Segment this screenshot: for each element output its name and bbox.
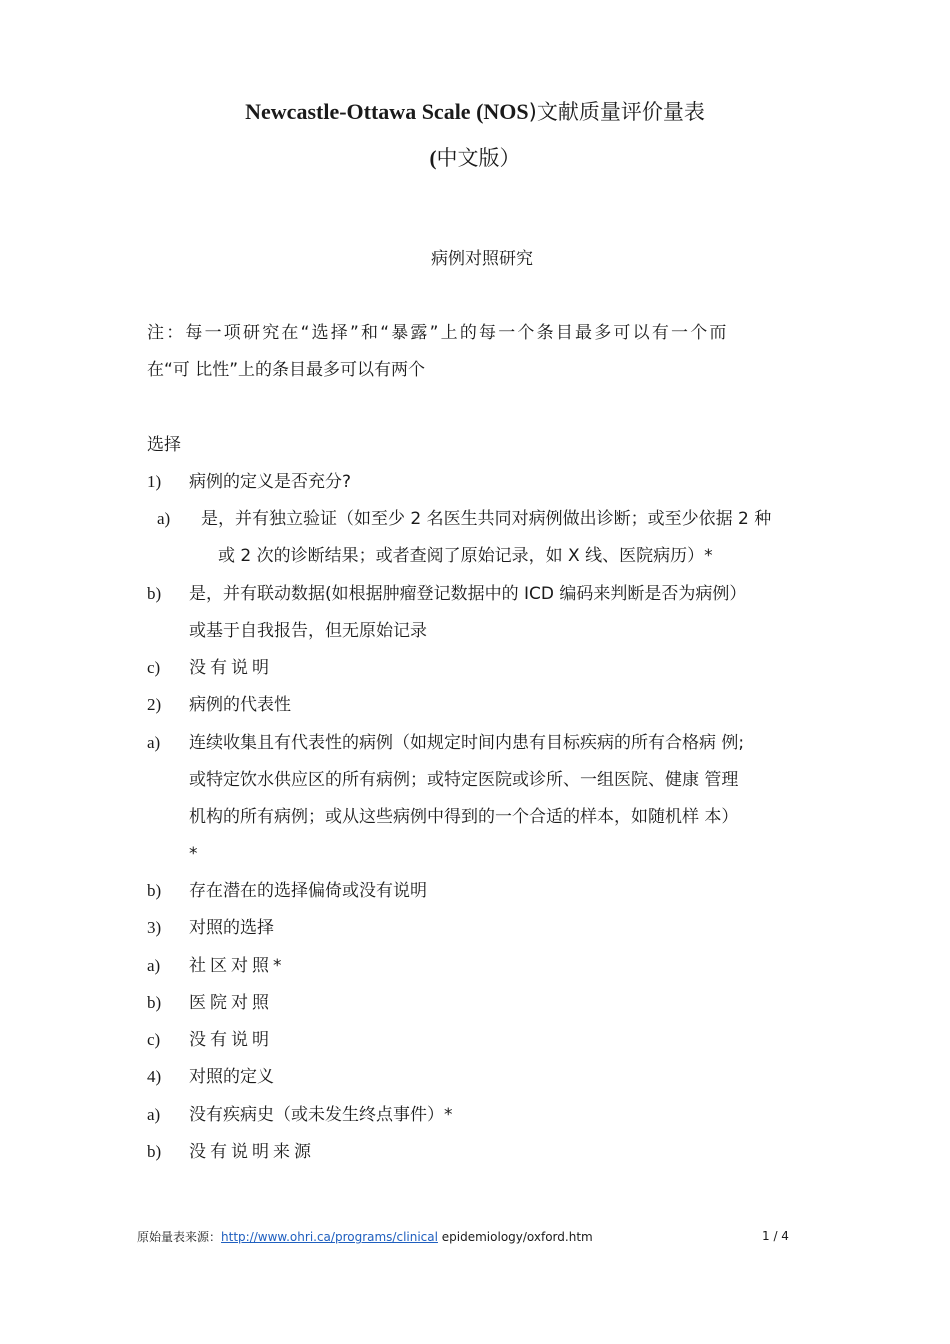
note-line-1: 注：每一项研究在“选择”和“暴露”上的每一个条目最多可以有一个而 bbox=[147, 323, 729, 343]
item-text: 机构的所有病例；或从这些病例中得到的一个合适的样本，如随机样 本） bbox=[189, 807, 739, 827]
item-label: 2) bbox=[147, 695, 162, 714]
item-label: a) bbox=[147, 1105, 161, 1124]
title2-paren: ( bbox=[429, 146, 437, 170]
item-text: 是，并有联动数据(如根据肿瘤登记数据中的 ICD 编码来判断是否为病例） bbox=[189, 584, 747, 604]
item-text: * bbox=[189, 844, 198, 864]
footer-suffix: epidemiology/oxford.htm bbox=[437, 1230, 593, 1244]
document-title bbox=[0, 96, 950, 126]
item-text: 连续收集且有代表性的病例（如规定时间内患有目标疾病的所有合格病 例; bbox=[189, 733, 745, 753]
title2-chinese: 中文版） bbox=[436, 146, 521, 170]
item-text: 或特定饮水供应区的所有病例；或特定医院或诊所、一组医院、健康 管理 bbox=[189, 770, 739, 790]
item-text: 对照的选择 bbox=[189, 918, 274, 938]
section-subtitle: 病例对照研究 bbox=[431, 249, 533, 269]
item-text: 医院对照 bbox=[189, 993, 273, 1013]
item-text: 没有说明 bbox=[189, 658, 273, 678]
footer-source bbox=[137, 1228, 593, 1245]
item-label: a) bbox=[147, 956, 161, 975]
item-text: 没有疾病史（或未发生终点事件）* bbox=[189, 1105, 453, 1125]
note-line-2: 在“可 比性”上的条目最多可以有两个 bbox=[147, 360, 426, 380]
item-label: a) bbox=[147, 733, 161, 752]
item-text: 社区对照* bbox=[189, 956, 286, 976]
footer-prefix: 原始量表来源： bbox=[137, 1230, 222, 1244]
item-label: b) bbox=[147, 584, 162, 603]
source-link[interactable]: http://www.ohri.ca/programs/clinical bbox=[221, 1230, 438, 1244]
document-title-line2 bbox=[0, 142, 950, 172]
item-label: c) bbox=[147, 1030, 161, 1049]
item-label: a) bbox=[157, 509, 171, 528]
item-text: 没有说明 bbox=[189, 1030, 273, 1050]
item-text: 对照的定义 bbox=[189, 1067, 274, 1087]
item-label: b) bbox=[147, 1142, 162, 1161]
title-english: Newcastle-Ottawa Scale (NOS bbox=[245, 99, 529, 124]
item-text: 或 2 次的诊断结果；或者查阅了原始记录，如 X 线、医院病历）* bbox=[218, 546, 713, 566]
item-text: 是，并有独立验证（如至少 2 名医生共同对病例做出诊断；或至少依据 2 种 bbox=[201, 509, 772, 529]
item-text: 没有说明来源 bbox=[189, 1142, 315, 1162]
item-text: 存在潜在的选择偏倚或没有说明 bbox=[189, 881, 427, 901]
item-label: b) bbox=[147, 881, 162, 900]
item-text: 病例的代表性 bbox=[189, 695, 291, 715]
item-label: 4) bbox=[147, 1067, 162, 1086]
item-label: 1) bbox=[147, 472, 162, 491]
item-label: 3) bbox=[147, 918, 162, 937]
item-text: 或基于自我报告，但无原始记录 bbox=[189, 621, 427, 641]
item-text: 病例的定义是否充分? bbox=[189, 472, 352, 492]
page-number: 1 / 4 bbox=[762, 1229, 789, 1243]
section-heading: 选择 bbox=[147, 435, 181, 455]
item-label: c) bbox=[147, 658, 161, 677]
item-label: b) bbox=[147, 993, 162, 1012]
title-chinese: )文献质量评价量表 bbox=[528, 100, 705, 124]
